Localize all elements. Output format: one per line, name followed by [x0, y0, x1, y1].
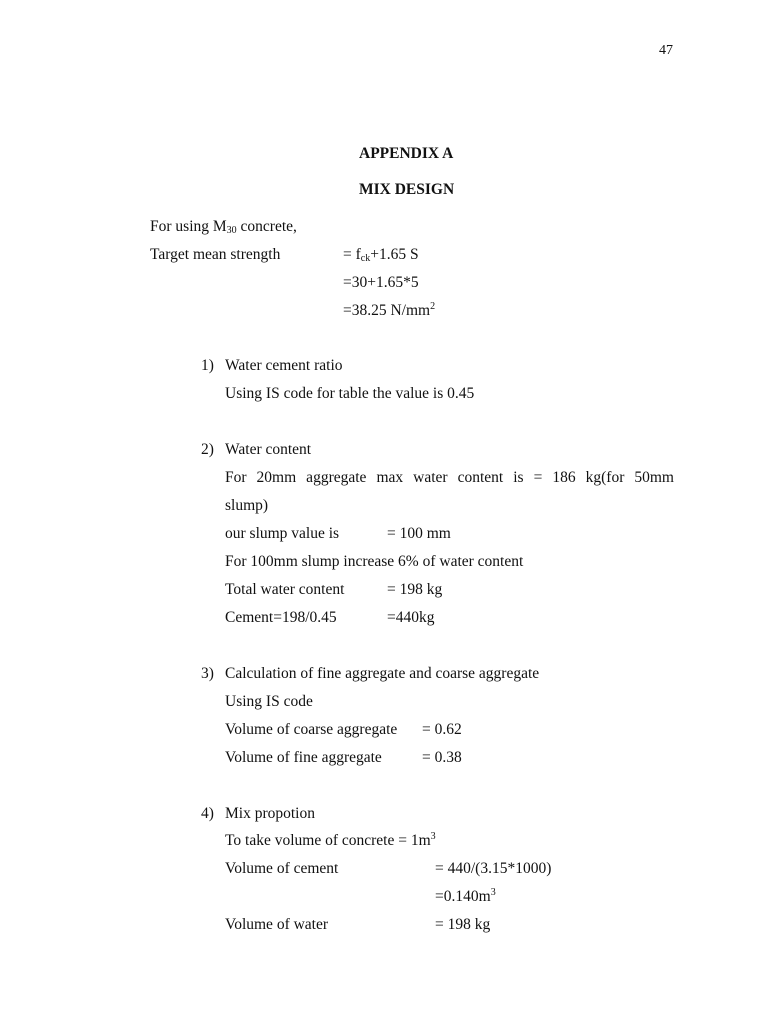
- fine-aggregate-label: Volume of fine aggregate: [225, 749, 382, 766]
- coarse-aggregate-value: = 0.62: [422, 721, 462, 738]
- grade-subscript: 30: [226, 225, 237, 236]
- section-2-justified-line: For 20mm aggregate max water content is = 186 kg(for 50mm: [225, 469, 674, 486]
- fck-subscript: ck: [360, 253, 371, 264]
- section-4-title: Mix propotion: [225, 805, 315, 822]
- section-1-line: Using IS code for table the value is 0.45: [225, 385, 475, 402]
- total-water-value: = 198 kg: [387, 581, 443, 598]
- intro-for-using: [150, 219, 297, 235]
- volume-cement-result-sup: 3: [490, 887, 496, 898]
- volume-cement-label: Volume of cement: [225, 860, 339, 877]
- volume-water-value: = 198 kg: [435, 916, 491, 933]
- target-mean-strength-label: Target mean strength: [150, 246, 281, 263]
- appendix-title: APPENDIX A: [359, 145, 454, 162]
- volume-concrete-sup: 3: [430, 831, 436, 842]
- slump-increase-line: For 100mm slump increase 6% of water content: [225, 553, 524, 570]
- volume-concrete-pre: To take volume of concrete = 1m: [225, 832, 431, 849]
- total-water-label: Total water content: [225, 581, 345, 598]
- section-title: MIX DESIGN: [359, 181, 455, 198]
- target-formula-pre: = f: [343, 246, 361, 263]
- section-2-number: 2): [201, 441, 214, 458]
- fine-aggregate-value: = 0.38: [422, 749, 462, 766]
- section-1-title: Water cement ratio: [225, 357, 343, 374]
- volume-water-label: Volume of water: [225, 916, 329, 933]
- target-formula: [343, 247, 419, 263]
- volume-cement-value: = 440/(3.15*1000): [435, 860, 552, 877]
- cement-value: =440kg: [387, 609, 435, 626]
- section-3-title: Calculation of fine aggregate and coarse aggregate: [225, 665, 540, 682]
- section-2-continuation: slump): [225, 497, 269, 514]
- volume-concrete-line: [225, 833, 436, 849]
- intro-for-using-post: concrete,: [236, 218, 297, 235]
- slump-value: = 100 mm: [387, 525, 451, 542]
- slump-value-label: our slump value is: [225, 525, 340, 542]
- target-formula-post: +1.65 S: [370, 246, 419, 263]
- target-step: =30+1.65*5: [343, 274, 419, 291]
- cement-label: Cement=198/0.45: [225, 609, 337, 626]
- section-3-number: 3): [201, 665, 214, 682]
- intro-for-using-pre: For using M: [150, 218, 227, 235]
- section-1-number: 1): [201, 357, 214, 374]
- coarse-aggregate-label: Volume of coarse aggregate: [225, 721, 398, 738]
- section-2-title: Water content: [225, 441, 312, 458]
- target-result: [343, 303, 435, 319]
- section-4-number: 4): [201, 805, 214, 822]
- volume-cement-result: [435, 889, 496, 905]
- volume-cement-result-pre: =0.140m: [435, 888, 491, 905]
- target-result-sup: 2: [430, 301, 436, 312]
- section-3-line: Using IS code: [225, 693, 313, 710]
- page-number: 47: [659, 43, 673, 58]
- target-result-pre: =38.25 N/mm: [343, 302, 431, 319]
